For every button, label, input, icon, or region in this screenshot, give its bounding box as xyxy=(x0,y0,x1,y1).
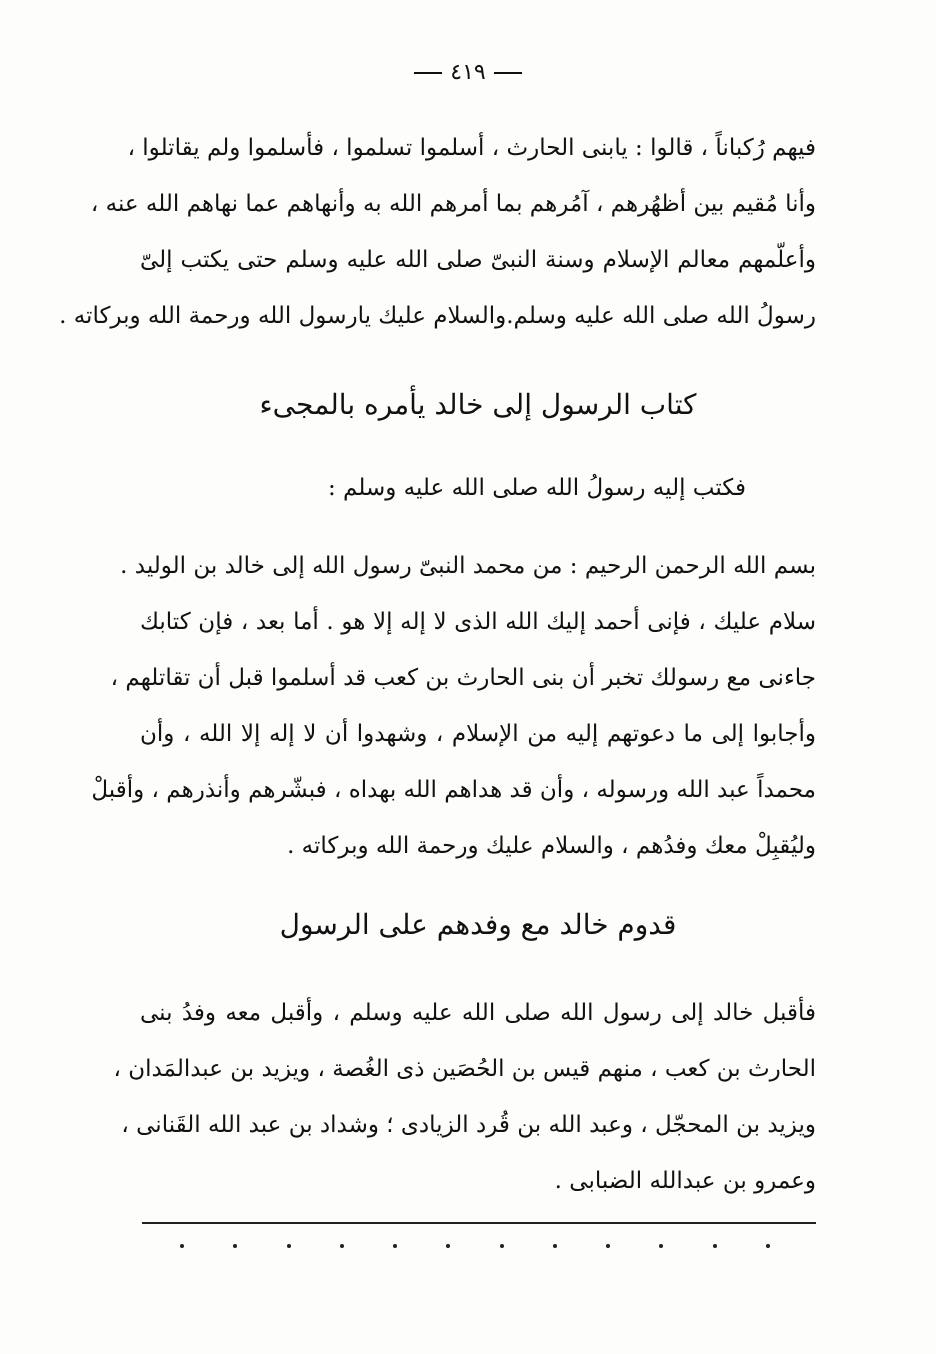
intro-line: فكتب إليه رسولُ الله صلى الله عليه وسلم : xyxy=(327,475,746,501)
page-number-text: ٤١٩ xyxy=(450,60,486,85)
dot xyxy=(553,1244,557,1248)
dot xyxy=(233,1244,237,1248)
text-line: جاءنى مع رسولك تخبر أن بنى الحارث بن كعب قد أسلموا قبل أن تقاتلهم ، xyxy=(110,665,816,691)
dot xyxy=(713,1244,717,1248)
text-line: الحارث بن كعب ، منهم قيس بن الحُصَين ذى الغُصة ، ويزيد بن عبدالمَدان ، xyxy=(113,1056,816,1082)
text-line: بسم الله الرحمن الرحيم : من محمد النبىّ رسول الله إلى خالد بن الوليد . xyxy=(120,553,816,579)
dash-left xyxy=(414,72,442,74)
text-line: وليُقبِلْ معك وفدُهم ، والسلام عليك ورحمة الله وبركاته . xyxy=(287,833,816,859)
paragraph-3 xyxy=(113,985,816,1209)
section-heading-2: قدوم خالد مع وفدهم على الرسول xyxy=(279,908,677,941)
dot xyxy=(766,1244,770,1248)
text-line: وأعلّمهم معالم الإسلام وسنة النبىّ صلى الله عليه وسلم حتى يكتب إلىّ xyxy=(140,247,816,273)
text-line: فيهم رُكباناً ، قالوا : يابنى الحارث ، أسلموا تسلموا ، فأسلموا ولم يقاتلوا ، xyxy=(127,135,816,161)
dot xyxy=(393,1244,397,1248)
text-line: سلام عليك ، فإنى أحمد إليك الله الذى لا إله إلا هو . أما بعد ، فإن كتابك xyxy=(140,609,816,635)
dot xyxy=(659,1244,663,1248)
paragraph-1 xyxy=(59,120,816,344)
dash-right xyxy=(494,72,522,74)
dot xyxy=(500,1244,504,1248)
text-line: وأنا مُقيم بين أظهُرهم ، آمُرهم بما أمرهم الله به وأنهاهم عما نهاهم الله عنه ، xyxy=(90,191,816,217)
page-number xyxy=(0,60,936,85)
text-line: فأقبل خالد إلى رسول الله صلى الله عليه وسلم ، وأقبل معه وفدُ بنى xyxy=(140,1000,816,1026)
dot xyxy=(446,1244,450,1248)
dot xyxy=(606,1244,610,1248)
section-heading-1: كتاب الرسول إلى خالد يأمره بالمجىء xyxy=(259,388,697,421)
text-line: ويزيد بن المحجّل ، وعبد الله بن قُرد الزيادى ؛ وشداد بن عبد الله القَنانى ، xyxy=(121,1112,816,1138)
text-line: رسولُ الله صلى الله عليه وسلم.والسلام عليك يارسول الله ورحمة الله وبركاته . xyxy=(59,303,816,329)
dot xyxy=(180,1244,184,1248)
dot xyxy=(340,1244,344,1248)
dotted-line xyxy=(180,1244,770,1248)
text-line: محمداً عبد الله ورسوله ، وأن قد هداهم الله بهداه ، فبشّرهم وأنذرهم ، وأقبلْ xyxy=(91,777,816,803)
paragraph-2 xyxy=(91,538,816,874)
text-line: وعمرو بن عبدالله الضبابى . xyxy=(554,1168,816,1194)
dot xyxy=(287,1244,291,1248)
footnote-rule xyxy=(142,1222,816,1224)
text-line: وأجابوا إلى ما دعوتهم إليه من الإسلام ، وشهدوا أن لا إله إلا الله ، وأن xyxy=(140,721,816,747)
